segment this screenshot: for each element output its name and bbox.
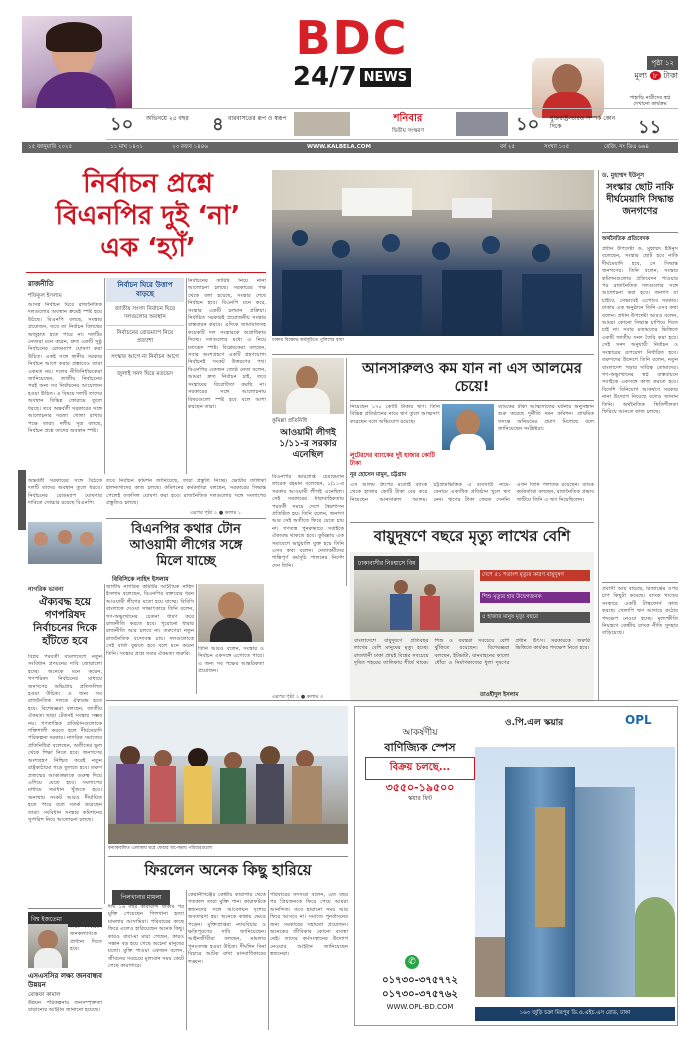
lower-photo [108, 706, 348, 844]
date-strip: ১৫ জানুয়ারি ২০২৫ ১১ মাঘ ১৪৩১ ২৩ রজব ১৪৪৬ WWW.KALBELA.COM বর্ষ ২৫ সংখ্যা ১০৫ রেজি. নং ডিএ ৬৬৪ [22, 142, 678, 153]
ad-kicker: আকর্ষণীয় [402, 728, 438, 738]
awami-body: বিএনপির ভারপ্রাপ্ত চেয়ারম্যান তারেক রহমান বলেছেন, ১/১১-র সরকার আওয়ামী লীগই এনেছিল। সেই সরকারের ধারাবাহিকতায় পরবর্তী সময়ে দেশে স্বৈরশাসন প্রতিষ্ঠিত হয়। তিনি বলেন, জনগণ আর সেই অতীতে ফিরে যেতে চায় না। গণতন্ত্র পুনরুদ্ধারে সবাইকে ঐক্যবদ্ধ থাকতে হবে। কুমিল্লায় এক সমাবেশে ভার্চুয়ালি যুক্ত হয়ে তিনি এসব কথা বলেন। নেতাকর্মীদের শান্তিপূর্ণ কর্মসূচি পালনের নির্দেশ দেন তিনি। [272, 474, 344, 569]
logo-text-bottom: 24/7 [292, 62, 357, 92]
teaser-item[interactable]: ১০ অভিনয়ে ২৫ বছর [110, 114, 189, 135]
bnp-tone-body2: তিনি আরও বলেন, সংস্কার ও নির্বাচন একসঙ্গে এগোতে পারে। এ জন্য সব পক্ষের আন্তরিকতা প্রয়োজন। [198, 646, 264, 675]
boxed-item: জাতীয় সংসদ নির্বাচন ঘিরে দলগুলোর অবস্থান [106, 302, 184, 326]
lower-headline[interactable]: ফিরলেন অনেক কিছু হারিয়ে [144, 861, 312, 879]
ad-address: ১৬৩ জুড়ি চক্রা মিরপুর ডি.ও.এইচ.এস রোড, ঢাকা [475, 1007, 675, 1021]
right-col-headline[interactable]: সংস্কার ছোট নাকি দীর্ঘমেয়াদি সিদ্ধান্ত জনগণের [606, 182, 674, 217]
ansar-body: এস আলম গ্রুপের মতোই ব্যাংক থেকে হাজার কোটি টাকা বের করে নিয়েছেন আনসারুল আলম। চট্টগ্রামভিত্তিক এ ব্যবসায়ী নামে-বেনামে একাধিক প্রতিষ্ঠান খুলে ঋণ নেন। ঋণের টাকা ফেরত দেননি। এখন তিনি পলাতক রয়েছেন। ব্যাংক কর্মকর্তারা বলছেন, রাজনৈতিক প্রভাব খাটিয়ে তিনি এ ঋণ নিয়েছিলেন। [350, 482, 594, 503]
section-label: রাজনীতি [28, 280, 54, 288]
main-photo [272, 170, 594, 336]
lead-body-col3: নির্বাচনের তারিখ নিয়ে নানা আলোচনা চলছে। সরকারের পক্ষ থেকে বলা হয়েছে, সংস্কার শেষে নির্বাচন হবে। বিএনপি মনে করে, সংস্কার একটি চলমান প্রক্রিয়া। নির্বাচিত সরকারই প্রয়োজনীয় সংস্কার বাস্তবায়ন করবে। এদিকে জামায়াতসহ কয়েকটি দল সংস্কারকে অগ্রাধিকার দিচ্ছে। দলগুলোর মধ্যে এ নিয়ে মতভেদ স্পষ্ট। বিশ্লেষকেরা বলছেন, সবার অংশগ্রহণে একটি গ্রহণযোগ্য নির্বাচনই সংকট উত্তরণের পথ। বিএনপির একজন জ্যেষ্ঠ নেতা বলেন, আমরা দ্রুত নির্বাচন চাই, তবে সংস্কারের বিরোধিতা করছি না। সরকারের সঙ্গে আলোচনায় বিষয়গুলো স্পষ্ট হবে বলে আশা করছেন তারা। [188, 278, 266, 410]
lower-body-col2: কেরানীগঞ্জের কেন্দ্রীয় কারাগার থেকে গতকাল তারা মুক্তি পান। কারাফটকে স্বজনদের সঙ্গে আবেগঘন দৃশ্যের অবতারণা হয়। অনেকে কান্নায় ভেঙে পড়েন। মুক্তিপ্রাপ্তরা ন্যায়বিচার ও ক্ষতিপূরণের দাবি জানিয়েছেন। আইনজীবীরা বলছেন, মামলার পুনঃতদন্ত হওয়া উচিত। দীর্ঘদিন বিনা বিচারে আটক রাখা মানবাধিকারের লঙ্ঘন। [188, 892, 266, 965]
right-col-byline: অর্থনৈতিক প্রতিবেদক [602, 236, 650, 242]
teaser-item[interactable]: ১০ যুক্তরাষ্ট্র-ভারত সম্পর্ক কোন দিকে [516, 114, 616, 135]
logo-news-badge: NEWS [360, 68, 411, 87]
right-col-body2: প্রবাসী আয় বাড়ছে, রিজার্ভের ওপর চাপ কিছুটা কমেছে। ব্যাংক খাতের সংস্কারে একটি টাস্কফোর্স কাজ করছে। খেলাপি ঋণ আদায়ে কঠোর পদক্ষেপ নেওয়া হচ্ছে। মূল্যস্ফীতি নিয়ন্ত্রণে কেন্দ্রীয় ব্যাংক নীতি সুদহার বাড়িয়েছে। [602, 586, 678, 637]
teaser-item[interactable]: পাহাড়ি নারীদের স্বপ্ন দেখানো কার্যক্রম ১১ [629, 95, 671, 138]
ad-website[interactable]: WWW.OPL-BD.COM [386, 1003, 454, 1011]
left-col2-headline[interactable]: ঐক্যবদ্ধ হয়ে গণপরিষদ নির্বাচনের দিকে হাঁটতে হবে [33, 596, 97, 647]
leaders-photo [28, 522, 102, 564]
ad-company: ও.পি.এল স্কয়ার [505, 718, 564, 728]
teaser-thumb [294, 112, 350, 136]
ansar-kicker: লুটেরদের ব্যাংকের দুই হাজার কোটি টাকা [350, 452, 435, 467]
page-number: পৃষ্ঠা ১২ [647, 56, 678, 70]
pollution-photo [354, 570, 474, 632]
pollution-stat: দেশে ৫১ শতাংশ মৃত্যুর কারণ বায়ুদূষণ [480, 570, 590, 581]
pollution-stat: শিশু মৃত্যুর হার উদ্বেগজনক [480, 592, 590, 603]
pollution-headline[interactable]: বায়ুদূষণে বছরে মৃত্যু লাখের বেশি [373, 527, 571, 545]
ad-title: বাণিজ্যিক স্পেস [384, 741, 456, 754]
jump-line[interactable]: এরপর পৃষ্ঠা ২ ● কলাম ১ [190, 510, 242, 516]
ansar-intro: নিয়েছেন ১৭০ কোটি টাকার ঋণ। তিনি বিভিন্ন প্রতিষ্ঠানের নামে ঋণ তুলে আত্মসাৎ করেছেন বলে অভিযোগ রয়েছে। [350, 404, 440, 425]
ad-phone[interactable]: ০১৭৩০-৩৭৫৭৭২ [382, 975, 458, 986]
bottom-left-byline: মোস্তফা কামাল [28, 992, 61, 998]
left-col2-body: বিপ্লব পরবর্তী বাংলাদেশে নতুন সংবিধান প্রণয়নের দাবি জোরালো হচ্ছে। অনেকে মনে করেন, গণপরিষদ নির্বাচনের মাধ্যমে জনগণের অভিপ্রায় প্রতিফলিত হওয়া উচিত। এ জন্য সব রাজনৈতিক দলকে ঐক্যবদ্ধ হতে হবে। বিশেষজ্ঞরা বলছেন, জাতীয় ঐকমত্য ছাড়া টেকসই সংস্কার সম্ভব নয়। গণতান্ত্রিক প্রতিষ্ঠানগুলোকে শক্তিশালী করতে হলে দীর্ঘমেয়াদি পরিকল্পনা দরকার। নাগরিক সমাজের প্রতিনিধিরা বলেছেন, অতীতের ভুল থেকে শিক্ষা নিতে হবে। জনগণের অংশগ্রহণ নিশ্চিত করেই নতুন রাষ্ট্রকাঠামো গড়ে তুলতে হবে। তরুণ প্রজন্মের আকাঙ্ক্ষাকে গুরুত্ব দিয়ে এগিয়ে যেতে হবে। সংলাপের মাধ্যমে সমাধান খুঁজতে হবে। অন্যথায় সংকট আরও দীর্ঘায়িত হতে পারে বলে সতর্ক করেছেন তারা। সংবিধান সংস্কার কমিশনের সুপারিশ নিয়ে আলোচনা চলছে। [28, 654, 102, 823]
ad-phone[interactable]: ০১৭৩০-৩৭৫৭৬২ [382, 989, 458, 1000]
byline: শফিকুল ইসলাম [28, 293, 62, 299]
bottom-left-headline[interactable]: এসএসসির লক্ষ্য জনবান্ধব উন্নয়ন [28, 972, 102, 989]
awami-byline: কুমিল্লা প্রতিনিধি [272, 418, 308, 424]
edition-date-tag [18, 470, 26, 530]
website-link[interactable]: WWW.KALBELA.COM [307, 144, 371, 150]
bottom-left-photo [28, 924, 68, 968]
bottom-left-snippet: লক্ষ্য নির্ধারণে জনকল্যাণকে প্রাধান্য দিতে হবে। [70, 924, 102, 953]
teaser-photo-actress [22, 16, 132, 108]
left-col2-section: নাগরিক ভাবনা [28, 586, 64, 593]
bnp-tone-body: জাতীয় নাগরিক কমিটির আহ্বায়ক নাহিদ ইসলাম বলেছেন, বিএনপির বক্তব্যের ধরন আওয়ামী লীগের মতো হয়ে যাচ্ছে। বিবিসি বাংলাকে দেওয়া সাক্ষাৎকারে তিনি বলেন, গণ-অভ্যুত্থানের চেতনা ধারণ করে রাজনীতি করতে হবে। পুরোনো ধারার রাজনীতি আর চলবে না। তরুণেরা নতুন রাজনৈতিক বন্দোবস্ত চায়। দলগুলোকে সেই বার্তা বুঝতে হবে বলে মনে করেন তিনি। সংস্কার প্রশ্নে সবার ঐকমত্য জরুরি। [106, 584, 194, 657]
lower-kicker: পিলখানার মামলা [112, 890, 170, 905]
ad-brand-logo: OPL [625, 713, 652, 727]
main-photo-caption: ঢাকায় বিক্ষোভ কর্মসূচিতে পুলিশের বাধা [272, 338, 344, 343]
right-col-body: প্রধান উপদেষ্টা ড. মুহাম্মদ ইউনূস বলেছেন, সংস্কার ছোট হবে নাকি দীর্ঘমেয়াদি হবে, সে সিদ্ধান্ত জনগণের। তিনি বলেন, সংস্কার কমিশনগুলোর প্রতিবেদন পাওয়ার পর রাজনৈতিক দলগুলোর সঙ্গে আলোচনা করা হবে। জনগণ যা চাইবে, সেভাবেই এগোবে সরকার। ঢাকায় এক অনুষ্ঠানে তিনি এসব কথা বলেন। প্রধান উপদেষ্টা আরও বলেন, আমরা কোনো সিদ্ধান্ত চাপিয়ে দিতে চাই না। সবার মতামতের ভিত্তিতে একটি জাতীয় সনদ তৈরি করা হবে। সেই সনদ অনুযায়ী নির্বাচন ও সংস্কারের রূপরেখা নির্ধারিত হবে। তরুণদের উদ্দেশে তিনি বলেন, নতুন বাংলাদেশ গড়ার দায়িত্ব তোমাদের। গণ-অভ্যুত্থানের স্বপ্ন বাস্তবায়নে সবাইকে একসঙ্গে কাজ করতে হবে। বিদেশি বিনিয়োগ আকর্ষণে সরকার নানা উদ্যোগ নিয়েছে বলেও জানান তিনি। অর্থনৈতিক স্থিতিশীলতা ফিরিয়ে আনতে কাজ চলছে। [602, 246, 678, 415]
whatsapp-icon: ✆ [405, 955, 419, 969]
lead-body-col2b: তবে নির্বাচন কমিশন জানিয়েছে, তারা প্রস্তুতি নিচ্ছে। ভোটার তালিকা হালনাগাদের কাজ চলছে। কমিশনের কর্মকর্তারা বলছেন, সরকারের সিদ্ধান্ত পেলেই তফসিল ঘোষণা করা হবে। রাজনৈতিক দলগুলোর সঙ্গে সংলাপের প্রস্তুতিও চলছে। [106, 478, 266, 507]
issue-day: শনিবার দ্বিতীয় সংস্করণ [392, 113, 424, 134]
opl-ad[interactable] [354, 706, 678, 1026]
teaser-strip [106, 95, 678, 140]
ad-size: ৩৫৫০-১৯৫০০ [385, 781, 455, 794]
ansar-photo [442, 404, 494, 450]
logo-text-top: BDC [295, 11, 409, 65]
masthead [22, 12, 678, 155]
boxed-item: নির্বাচনের রোডম্যাপ নিয়ে প্রত্যাশা [106, 326, 184, 350]
pollution-panel [350, 552, 594, 702]
price: মূল্য ৮ টাকা [634, 71, 678, 80]
nahid-photo [198, 584, 264, 642]
lower-photo-caption: বন্যাকবলিত এলাকায় ঘরে ফেরার অপেক্ষায় পরিবারগুলো [108, 846, 213, 851]
pollution-body: বাংলাদেশে বায়ুদূষণে প্রতিবছর লাখের বেশি মানুষের মৃত্যু হচ্ছে। রাজধানী ঢাকা প্রায়ই বিশ্বের সবচেয়ে দূষিত শহরের তালিকায় শীর্ষে থাকে। শিশু ও বয়স্করা সবচেয়ে বেশি ঝুঁকিতে রয়েছেন। বিশেষজ্ঞরা বলছেন, ইটভাটা, যানবাহনের কালো ধোঁয়া ও নির্মাণকাজের ধুলা দূষণের প্রধান উৎস। সরকারকে জরুরি ভিত্তিতে কার্যকর পদক্ষেপ নিতে হবে। [354, 638, 590, 667]
lower-body-col3: পরিবারের সদস্যরা বলেন, এত বছর পর প্রিয়জনকে ফিরে পেয়ে আমরা আনন্দিত। তবে হারানো সময় আর ফিরে আসবে না। সমাজে পুনর্বাসনের জন্য সরকারের সহায়তা প্রয়োজন। অনেকের জীবিকার কোনো ব্যবস্থা নেই। তাদের কর্মসংস্থানের উদ্যোগ নেওয়ার আহ্বান জানিয়েছেন স্বজনেরা। [270, 892, 348, 958]
boxed-item: জুলাই সনদ ঘিরে মতভেদ [116, 370, 174, 377]
lead-headline[interactable]: নির্বাচন প্রশ্নে বিএনপির দুই ‘না’ এক ‘হ্যাঁ’ [55, 169, 241, 263]
site-logo[interactable] [272, 11, 432, 94]
ad-unit: স্কয়ার ফিট [407, 795, 433, 802]
bottom-left-body: উন্নয়ন পরিকল্পনায় জনসম্পৃক্ততা বাড়ানোর আহ্বান জানানো হয়েছে। [28, 1000, 102, 1014]
teaser-thumb [456, 112, 508, 136]
bottom-left-title: বিশ্ব ইজতেমা [28, 912, 102, 927]
boxed-title: নির্বাচন ঘিরে উত্তাপ বাড়ছে [106, 278, 184, 302]
boxed-sidebar [106, 278, 184, 472]
lead-body-col1b: অন্তর্বর্তী সরকারের সঙ্গে বৈঠকে দলটি তাদের অবস্থান তুলে ধরবে। নির্বাচনের রোডম্যাপ ঘোষণার দাবিতে সোচ্চার রয়েছে বিএনপি। [28, 478, 102, 507]
lower-body-col1: দীর্ঘ ১৬ বছর কারাবন্দি থাকার পর মুক্তি পেয়েছেন পিলখানা হত্যা মামলার আসামিরা। পরিবারের কাছে ফিরে এলেও হারিয়েছেন অনেক কিছু। কারও বাবা-মা মারা গেছেন, কারও সন্তান বড় হয়ে গেছে অচেনা মানুষের মতো। মুক্তি পাওয়া একজন বলেন, জীবনের সবচেয়ে মূল্যবান সময় কেটে গেছে কারাগারে। [108, 904, 184, 970]
ad-status: বিক্রয় চলছে... [365, 757, 475, 780]
pollution-label: ঢাকাবাসীর নিঃশ্বাসে বিষ [354, 556, 419, 571]
boxed-item: সংস্কার আগে না নির্বাচন আগে [106, 350, 184, 367]
pollution-stat: ৫ হাজার মানুষ মৃত্যু বছরে [480, 612, 590, 623]
bnp-tone-headline[interactable]: বিএনপির কথার টোন আওয়ামী লীগের সঙ্গে মিলে যাচ্ছে [129, 522, 243, 569]
jump-line[interactable]: এরপর পৃষ্ঠা ২ ● কলাম ৩ [272, 694, 324, 700]
ansar-byline: নূর হোসেন মামুন, চট্টগ্রাম [350, 472, 407, 478]
teaser-item[interactable]: ৪ বারবাসতের রূপ ও স্বরূপ [206, 109, 356, 139]
pollution-byline: তাওহীদুল ইসলাম [480, 692, 519, 698]
awami-headline[interactable]: আওয়ামী লীগই ১/১১-র সরকার এনেছিল [279, 428, 337, 460]
awami-photo [272, 358, 344, 414]
right-col-section: ড. মুহাম্মদ ইউনূস [602, 172, 645, 179]
ansar-headline[interactable]: আনসারুলও কম যান না এস আলমের চেয়ে! [362, 361, 582, 395]
bnp-tone-byline: বিবিসিকে নাহিদ ইসলাম [112, 576, 169, 583]
lead-body-col1: আসন্ন নির্বাচন ঘিরে রাজনৈতিক দলগুলোর অবস্থান ক্রমেই স্পষ্ট হয়ে উঠছে। বিএনপি বলছে, সংস্কার প্রয়োজন, তবে তা নির্বাচন বিলম্বের অজুহাত হতে পারে না। দলটির নেতারা মনে করেন, দ্রুত একটি সুষ্ঠু নির্বাচনের রোডম্যাপ ঘোষণা করা উচিত। একই সঙ্গে স্থানীয় সরকার নির্বাচন আগে করার প্রস্তাবেও তারা একমত নয়। দলের নীতিনির্ধারকেরা জানিয়েছেন, জাতীয় নির্বাচনের পরই অন্য সব নির্বাচনের আয়োজন হওয়া উচিত। এ বিষয়ে দলটি তাদের অবস্থান বিভিন্ন ফোরামে তুলে ধরছে। তবে অন্তর্বর্তী সরকারের সঙ্গে আলোচনার দরজা খোলা রাখার পক্ষে তারা। দলীয় সূত্র বলছে, নির্বাচন প্রশ্নে তাদের অবস্থান স্পষ্ট। [28, 302, 102, 434]
ad-building [475, 747, 675, 997]
ansar-side: ব্যাংকের টাকা আত্মসাতের ঘটনায় অনুসন্ধান শুরু করেছে দুর্নীতি দমন কমিশন। প্রাথমিক তদন্তে অনিয়মের প্রমাণ মিলেছে বলে জানিয়েছেন সংশ্লিষ্টরা। [498, 404, 594, 433]
